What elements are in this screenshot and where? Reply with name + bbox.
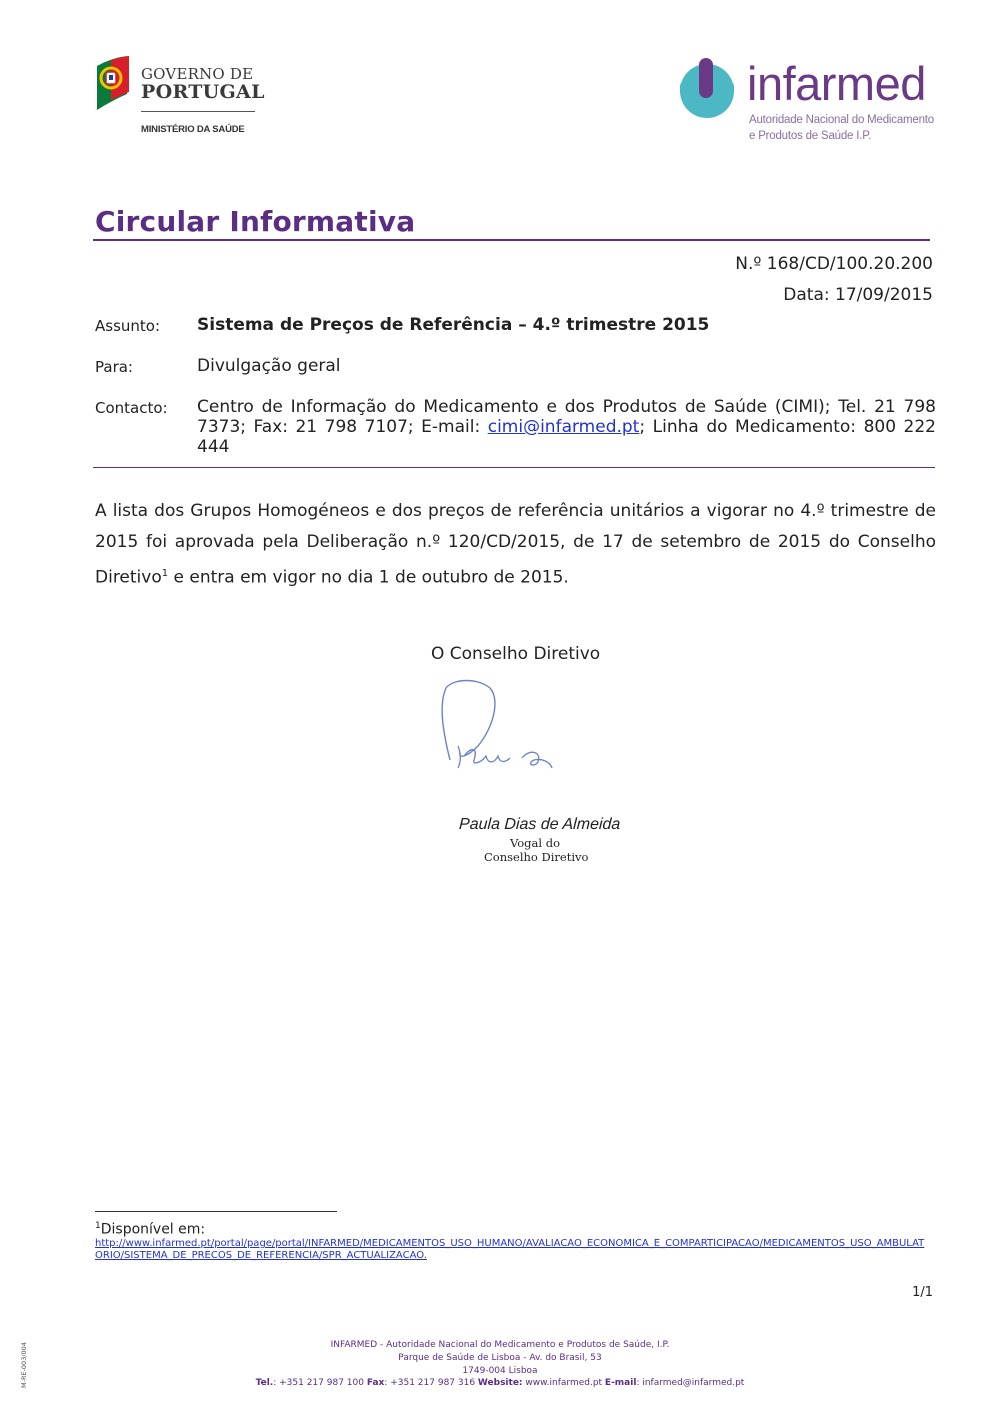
assunto-label: Assunto: [95,317,161,335]
footer-tel-label: Tel. [255,1378,274,1389]
handwritten-signature [438,676,558,776]
footer-line3: 1749-004 Lisboa [462,1365,538,1376]
para-label: Para: [95,358,133,376]
footer-fax-label: Fax [366,1378,385,1389]
assunto-value: Sistema de Preços de Referência – 4.º trimestre 2015 [197,315,710,335]
contacto-value [197,397,936,457]
form-code: M-RE-003/004 [20,1342,28,1388]
footer-tel-value: : +351 217 987 100 [273,1378,367,1389]
body-text-part2: e entra em vigor no dia 1 de outubro de 2015. [168,567,569,588]
infarmed-logo [676,56,938,148]
signoff-text: O Conselho Diretivo [431,644,601,664]
footer-website-value: www.infarmed.pt [522,1378,605,1389]
portugal-flag-icon [93,56,135,112]
body-text-part1: A lista dos Grupos Homogéneos e dos preços de referência unitários a vigorar no 4.º trimestre de 2015 foi aprovada pela Deliberação n.º 120/CD/2015, de 17 de setembro de 2015 do Conselho Diretivo [95,501,936,588]
gov-logo-line1: GOVERNO DE [141,65,254,83]
footer-website-label: Website: [477,1378,523,1389]
footnote-reference: 1 [161,568,169,579]
footnote-url [95,1238,931,1262]
body-paragraph [95,496,936,594]
footnote-divider [95,1211,337,1212]
governo-portugal-logo [93,56,263,136]
infarmed-mark-icon [676,58,738,122]
footnote-label [95,1221,205,1238]
title-divider [93,239,930,241]
footer-fax-value: : +351 217 987 316 [384,1378,478,1389]
footer-line2: Parque de Saúde de Lisboa - Av. do Brasil, 53 [398,1352,602,1363]
infarmed-subtitle-line1: Autoridade Nacional do Medicamento [749,114,934,126]
page-number: 1/1 [912,1285,933,1300]
signer-role-line2: Conselho Diretivo [484,850,589,864]
circular-number: N.º 168/CD/100.20.200 [735,254,933,274]
contacto-label: Contacto: [95,399,168,417]
footnote-marker: 1 [95,1221,101,1231]
footnote-label-text: Disponível em: [100,1221,206,1238]
para-value: Divulgação geral [197,356,341,376]
footer-email-value: : infarmed@infarmed.pt [636,1378,745,1389]
document-title: Circular Informativa [95,205,416,238]
signer-role-line1: Vogal do [510,836,561,850]
infarmed-subtitle-line2: e Produtos de Saúde I.P. [749,130,872,142]
footer-line1: INFARMED - Autoridade Nacional do Medicamento e Produtos de Saúde, I.P. [330,1340,670,1350]
gov-logo-divider [141,111,255,112]
infarmed-wordmark: infarmed [747,57,926,110]
meta-divider [93,467,935,468]
page-footer [0,1339,1000,1390]
gov-logo-ministry: MINISTÉRIO DA SAÚDE [141,124,245,135]
gov-logo-line2: PORTUGAL [141,81,265,103]
footer-email-label: E-mail [604,1378,637,1389]
circular-date: Data: 17/09/2015 [783,285,933,305]
contacto-text-after: ; Linha do Medicamento: 800 222 444 [197,417,936,457]
signer-name: Paula Dias de Almeida [458,816,621,833]
contacto-text-before: Centro de Informação do Medicamento e dos Produtos de Saúde (CIMI); Tel. 21 798 7373; Fax: 21 798 7107; E-mail: [197,397,936,437]
contacto-email-link[interactable]: cimi@infarmed.pt [487,417,640,437]
footnote-url-link[interactable]: http://www.infarmed.pt/portal/page/portal/INFARMED/MEDICAMENTOS_USO_HUMANO/AVALIACAO_ECONOMICA_E_COMPARTICIPACAO/MEDICAMENTOS_USO_AMBULATORIO/SISTEMA_DE_PRECOS_DE_REFERENCIA/SPR_ACTUALIZACAO. [95,1238,925,1261]
footer-contacts [0,1377,1000,1390]
